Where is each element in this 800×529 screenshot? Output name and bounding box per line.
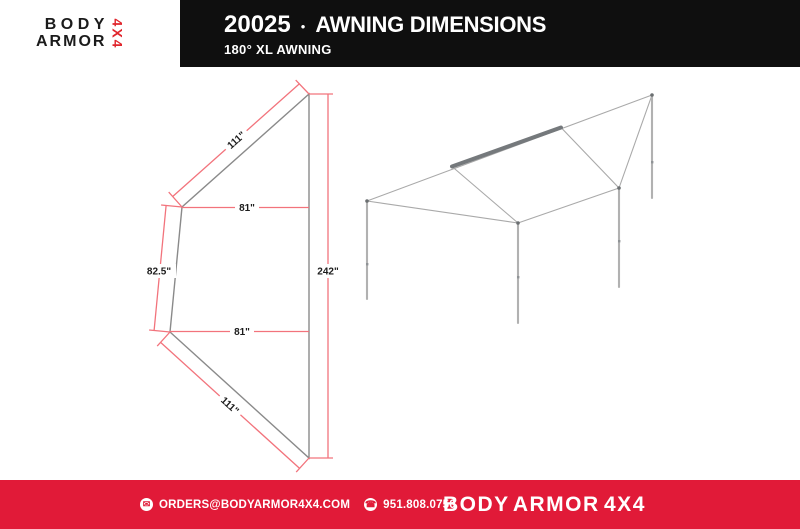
logo-4x4-badge-wrap	[108, 16, 126, 52]
rear-edge	[619, 95, 652, 188]
logo-4x4-badge: 4X4	[109, 18, 126, 50]
page-title: AWNING DIMENSIONS	[315, 12, 547, 37]
leg-joint-mark	[517, 276, 519, 278]
footer	[0, 480, 800, 529]
bullet-separator: •	[300, 18, 306, 34]
flat-pattern-diagram	[142, 80, 343, 472]
seam-right	[561, 128, 619, 189]
joint-right	[617, 186, 621, 190]
leg-joint-mark	[618, 240, 620, 242]
joint-left	[365, 199, 369, 203]
contact-info	[140, 480, 456, 529]
joint-center	[516, 221, 520, 225]
logo-word-armor: ARMOR	[36, 33, 107, 50]
body-armor-logo	[36, 16, 126, 52]
dim-left-side	[142, 205, 182, 332]
mounting-rail	[452, 128, 561, 167]
assembled-awning-diagram	[365, 93, 654, 323]
logo-word-body: BODY	[44, 16, 109, 34]
dim-right-side	[309, 94, 343, 458]
title-bar	[180, 0, 800, 67]
dim-label-left-side: 82.5"	[146, 266, 172, 278]
leg-joint-mark	[651, 161, 653, 163]
email-contact	[140, 498, 350, 511]
header	[0, 0, 800, 67]
leg-joint-mark	[366, 263, 368, 265]
front-edge-right	[518, 188, 619, 223]
dim-label-lower-width: 81"	[234, 327, 250, 338]
phone-number: 951.808.0750	[383, 498, 456, 511]
fabric-outline	[170, 94, 309, 458]
dim-lower-width	[170, 325, 309, 339]
dim-upper-width	[182, 201, 309, 215]
footer-brand-logo: BODY ARMOR 4X4	[443, 492, 646, 516]
product-subtitle: 180° XL AWNING	[224, 42, 332, 57]
model-number: 20025	[224, 11, 291, 38]
joint-peak	[650, 93, 654, 97]
dim-label-top-slope: 111"	[225, 129, 249, 152]
email-address: ORDERS@BODYARMOR4X4.COM	[159, 498, 351, 511]
dim-bottom-slope	[157, 332, 309, 472]
title-row	[224, 11, 800, 39]
phone-icon: ☎	[365, 499, 377, 509]
dim-top-slope	[169, 80, 309, 207]
email-icon: ✉	[140, 498, 153, 511]
dim-label-right-side: 242"	[317, 266, 339, 278]
dim-label-upper-width: 81"	[239, 203, 255, 214]
logo-wordmark	[36, 16, 109, 51]
dim-label-bottom-slope: 111"	[218, 395, 241, 418]
